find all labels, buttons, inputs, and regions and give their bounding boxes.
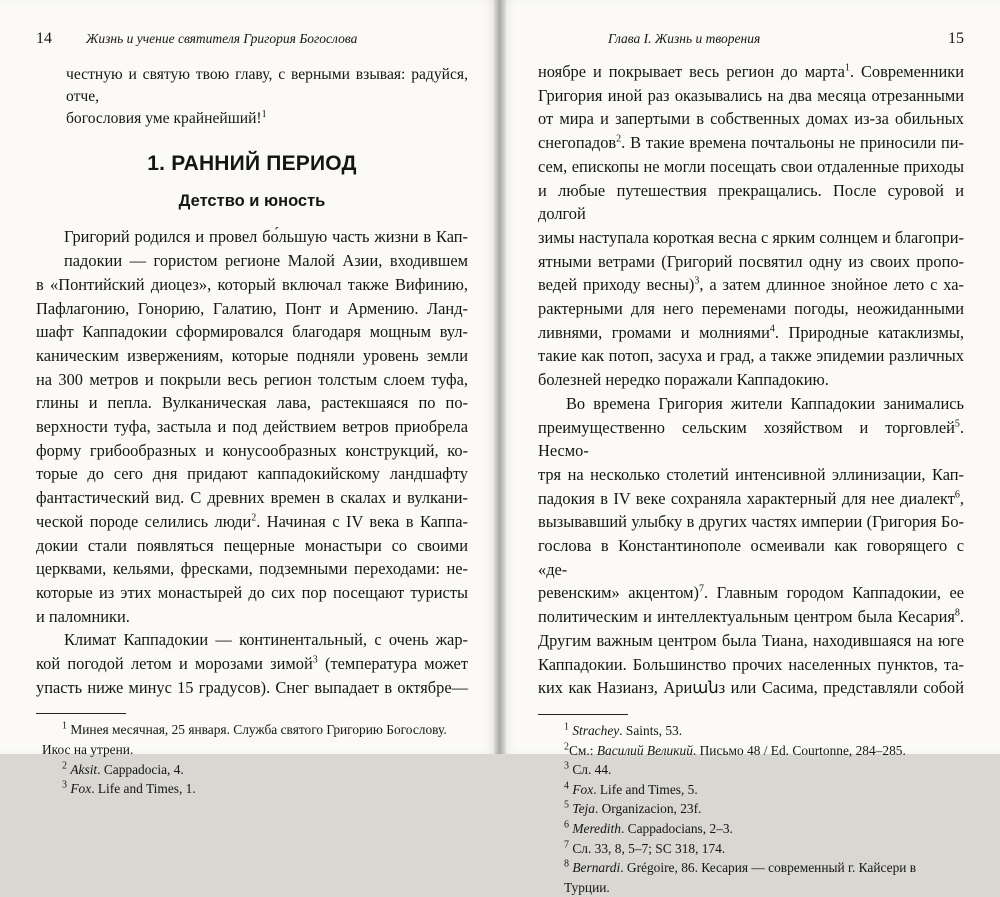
footnote-rule <box>36 713 126 714</box>
paragraph: Климат Каппадокии — континентальный, с очень жар- кой погодой летом и морозами зимой$^3$ (температура может упасть ниже минус 15 градусов). Снег выпадает в октябре— <box>36 630 468 697</box>
footnote: $^3$ Сл. 44. <box>564 760 612 778</box>
footnote: $^8$ Bernardi. Grégoire, 86. Кесария — современный г. Кайсери в Турции. <box>564 858 917 895</box>
paragraph: Григорий родился и провел бо́льшую часть жизни в Кап- падокии — гористом регионе Малой Азии, входившем в «Понтийский диоцез», который включал также Вифинию, Пафлагонию, Гонорию, Галатию, Понт и Армению. Ланд- шафт Каппадокии сформировался благодаря мощным вул- каническим извержениям, которые подняли уровень земли на 300 метров и покрыли весь регион толстым слоем туфа, глины и пепла. Вулканическая лава, растекшаяся по по- верхности туфа, застыла и под действием ветров приобрела форму грибообразных и конусообразных конструкций, ко- торые до сего дня придают каппадокийскому ландшафту фантастический вид. С древних времен в скалах и вулкани- ческой породе селились люди$^2$. Начиная с IV века в Каппа- докии стали появляться пещерные монастыри со своими церквами, кельями, фресками, подземными переходами: не- которые из этих монастырей до сих пор посещают туристы и паломники. <box>36 227 468 626</box>
left-page <box>0 0 498 797</box>
footnote-continuation: Икос на утрени. <box>42 742 134 758</box>
footnote: $^1$ Strachey. Saints, 53. <box>564 721 683 738</box>
footnote: $^2$См.: Василий Великий. Письмо 48 / Ed. Courtonne, 284–285. <box>564 741 906 758</box>
footnote: $^4$ Fox. Life and Times, 5. <box>564 780 698 797</box>
right-footnotes <box>538 721 964 897</box>
right-running-title: Глава I. Жизнь и творения <box>608 31 761 46</box>
left-running-title: Жизнь и учение святителя Григория Богослова <box>86 31 358 46</box>
book-gutter <box>494 0 506 754</box>
right-page <box>500 0 1000 895</box>
paragraph: ноябре и покрывает весь регион до марта$^1$. Современники Григория иной раз оказывались на два месяца отрезанными от мира и запертыми в собственных домах из-за обильных снегопадов$^2$. В такие времена почтальоны не приносили пи- сем, епископы не могли посещать свои отдаленные приходы и любые путешествия прекращались. После суровой и долгой зимы наступала короткая весна с ярким солнцем и благопри- ятными ветрами (Григорий посвятил одну из своих пропо- ведей приходу весны)$^3$, а затем длинное знойное лето с ха- рактерными для него переменами погоды, неожиданными ливнями, громами и молниями$^4$. Природные катаклизмы, такие как потоп, засуха и град, а также эпидемии различных болезней нередко поражали Каппадокию. <box>538 62 965 390</box>
right-running-head <box>538 30 964 54</box>
footnote: $^3$ Fox. Life and Times, 1. <box>62 779 196 797</box>
left-body <box>36 64 468 699</box>
subsection-title: Детство и юность <box>178 191 326 210</box>
footnote: $^7$ Сл. 33, 8, 5–7; SC 318, 174. <box>564 839 726 856</box>
left-footnotes <box>36 720 468 798</box>
section-title: 1. РАННИЙ ПЕРИОД <box>147 152 357 175</box>
footnote-rule <box>538 714 628 715</box>
right-body <box>538 60 964 700</box>
footnote: $^1$ Минея месячная, 25 января. Служба святого Григорию Богослову. <box>62 721 447 738</box>
footnote: $^2$ Aksit. Cappadocia, 4. <box>62 760 184 777</box>
left-page-number: 14 <box>36 30 52 47</box>
paragraph: Во времена Григория жители Каппадокии занимались преимущественно сельским хозяйством и торговлей$^5$. Несмо- тря на несколько столетий интенсивной эллинизации, Кап- падокия в IV веке сохраняла характерный для нее диалект$^6$, вызывавший улыбку в других частях империи (Григория Бо- гослова в Константинополе осмеивали как говорящего с «де- ревенским» акцентом)$^7$. Главным городом Каппадокии, ее политическим и интеллектуальным центром была Кесария$^8$. Другим важным центром была Тиана, находившаяся на юге Каппадокии. Большинство прочих населенных пунктов, та- ких как Назианз, Ариանз или Сасима, представляли собой <box>538 393 964 698</box>
footnote: $^6$ Meredith. Cappadocians, 2–3. <box>564 819 733 836</box>
right-page-number: 15 <box>948 30 964 47</box>
carryover-text: честную и святую твою главу, с верными взывая: радуйся, отче, богословия уме крайнейший!$^1$ <box>66 66 468 127</box>
left-running-head <box>36 30 468 54</box>
footnote: $^5$ Teja. Organizacion, 23f. <box>564 799 702 817</box>
